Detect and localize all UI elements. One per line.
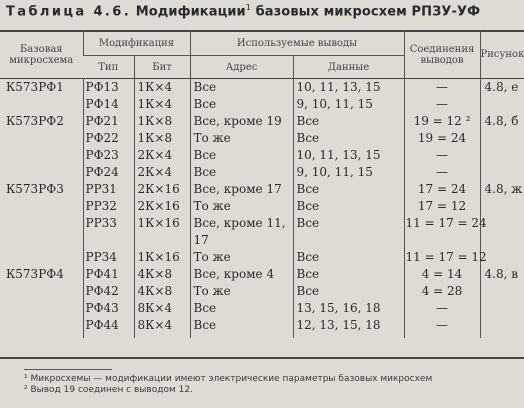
cell-data: 9, 10, 11, 15	[293, 96, 404, 113]
cell-data: Все	[293, 249, 404, 266]
cell-base	[0, 215, 83, 249]
header-figure: Рисунок	[480, 31, 524, 79]
cell-bit: 1К×4	[134, 96, 190, 113]
table-row	[0, 300, 524, 317]
caption-title-rest: базовых микросхем РПЗУ-УФ	[255, 4, 481, 20]
cell-bit: 1К×4	[134, 79, 190, 97]
cell-figure: 4.8, б	[480, 113, 524, 130]
cell-connections: 17 = 24	[404, 181, 480, 198]
cell-base	[0, 147, 83, 164]
cell-type: РР34	[83, 249, 134, 266]
header-bit: Бит	[134, 56, 190, 79]
cell-address: Все	[190, 147, 293, 164]
cell-connections: —	[404, 300, 480, 317]
cell-connections: —	[404, 147, 480, 164]
table-row	[0, 317, 524, 338]
cell-connections: 4 = 14	[404, 266, 480, 283]
cell-data: 9, 10, 11, 15	[293, 164, 404, 181]
cell-address: То же	[190, 198, 293, 215]
cell-address: Все, кроме 11, 17	[190, 215, 293, 249]
cell-type: РФ41	[83, 266, 134, 283]
cell-address: Все	[190, 300, 293, 317]
cell-bit: 1К×8	[134, 113, 190, 130]
cell-address: Все	[190, 96, 293, 113]
cell-data: 12, 13, 15, 18	[293, 317, 404, 338]
cell-figure	[480, 130, 524, 147]
table-row	[0, 96, 524, 113]
header-type: Тип	[83, 56, 134, 79]
cell-connections: 11 = 17 = 12	[405, 250, 487, 264]
header-base: Базовая микросхема	[0, 31, 83, 79]
footnote-2: ² Вывод 19 соединен с выводом 12.	[24, 385, 193, 395]
cell-bit: 8К×4	[134, 317, 190, 338]
cell-figure	[480, 283, 524, 300]
cell-figure	[480, 164, 524, 181]
footnotes	[24, 374, 432, 396]
cell-figure	[480, 300, 524, 317]
cell-data: 10, 11, 13, 15	[293, 147, 404, 164]
cell-figure: 4.8, е	[480, 79, 524, 97]
cell-data: Все	[293, 283, 404, 300]
cell-type: РФ23	[83, 147, 134, 164]
cell-address: Все	[190, 317, 293, 338]
cell-type: РФ21	[83, 113, 134, 130]
cell-data: 13, 15, 16, 18	[293, 300, 404, 317]
cell-type: РР31	[83, 181, 134, 198]
cell-data: Все	[293, 198, 404, 215]
cell-base	[0, 300, 83, 317]
cell-type: РФ44	[83, 317, 134, 338]
cell-base	[0, 249, 83, 266]
cell-connections: —	[404, 96, 480, 113]
cell-base: К573РФ2	[6, 114, 64, 128]
cell-data: Все	[293, 215, 404, 249]
cell-connections: —	[404, 164, 480, 181]
cell-bit: 2К×16	[134, 181, 190, 198]
cell-base: К573РФ4	[6, 267, 64, 281]
header-connections: Соединения выводов	[404, 31, 480, 79]
cell-base: К573РФ3	[6, 182, 64, 196]
cell-figure	[480, 198, 524, 215]
cell-base	[0, 96, 83, 113]
table-row	[0, 283, 524, 300]
cell-address: Все, кроме 17	[190, 181, 293, 198]
table-row	[0, 249, 524, 266]
cell-connections: 4 = 28	[404, 283, 480, 300]
cell-connections: 11 = 17 = 24	[404, 215, 480, 249]
footnote-separator	[24, 369, 112, 370]
cell-type: РР32	[83, 198, 134, 215]
table-row	[0, 266, 524, 283]
cell-bit: 2К×4	[134, 147, 190, 164]
cell-figure: 4.8, ж	[480, 181, 524, 198]
cell-type: РФ22	[83, 130, 134, 147]
cell-type: РФ43	[83, 300, 134, 317]
cell-bit: 1К×16	[134, 215, 190, 249]
cell-address: Все, кроме 19	[190, 113, 293, 130]
cell-bit: 2К×16	[134, 198, 190, 215]
header-modification: Модификация	[83, 31, 190, 56]
cell-bit: 4К×8	[134, 283, 190, 300]
bottom-rule	[0, 357, 524, 359]
cell-base	[0, 283, 83, 300]
cell-type: РФ42	[83, 283, 134, 300]
cell-figure: 4.8, в	[480, 266, 524, 283]
table-row	[0, 113, 524, 130]
footnote-1: ¹ Микросхемы — модификации имеют электрические параметры базовых микросхем	[24, 374, 433, 384]
cell-connections: 19 = 24	[404, 130, 480, 147]
modifications-table	[0, 31, 524, 338]
cell-type: РФ14	[83, 96, 134, 113]
caption-label: Таблица 4.6.	[6, 4, 132, 20]
cell-base: К573РФ1	[6, 80, 64, 94]
cell-data: Все	[293, 181, 404, 198]
table-row	[0, 215, 524, 249]
cell-type: РФ24	[83, 164, 134, 181]
cell-bit: 2К×4	[134, 164, 190, 181]
cell-bit: 1К×16	[134, 249, 190, 266]
cell-bit: 1К×8	[134, 130, 190, 147]
table-caption	[6, 3, 520, 19]
cell-address: То же	[190, 283, 293, 300]
header-address: Адрес	[190, 56, 293, 79]
cell-data: Все	[293, 113, 404, 130]
table-row	[0, 164, 524, 181]
caption-footnote-mark: 1	[245, 3, 251, 12]
cell-address: Все	[190, 164, 293, 181]
cell-data: Все	[293, 130, 404, 147]
cell-address: То же	[190, 249, 293, 266]
cell-connections: 17 = 12	[404, 198, 480, 215]
cell-base	[0, 130, 83, 147]
cell-base	[0, 198, 83, 215]
cell-connections: 19 = 12 ²	[404, 113, 480, 130]
cell-data: 10, 11, 13, 15	[293, 79, 404, 97]
cell-figure	[480, 147, 524, 164]
cell-type: РФ13	[83, 79, 134, 97]
cell-figure	[480, 96, 524, 113]
header-used-pins: Используемые выводы	[190, 31, 404, 56]
cell-address: То же	[190, 130, 293, 147]
table-row	[0, 181, 524, 198]
cell-address: Все	[190, 79, 293, 97]
header-data: Данные	[293, 56, 404, 79]
cell-base	[0, 317, 83, 338]
table-row	[0, 79, 524, 97]
cell-address: Все, кроме 4	[190, 266, 293, 283]
table-row	[0, 130, 524, 147]
table-row	[0, 198, 524, 215]
cell-base	[0, 164, 83, 181]
cell-bit: 8К×4	[134, 300, 190, 317]
cell-bit: 4К×8	[134, 266, 190, 283]
cell-figure	[480, 317, 524, 338]
cell-connections: —	[404, 317, 480, 338]
caption-title: Модификации	[135, 4, 246, 20]
cell-type: РР33	[83, 215, 134, 249]
table-row	[0, 147, 524, 164]
cell-connections: —	[404, 79, 480, 97]
table-body	[0, 79, 524, 339]
cell-data: Все	[293, 266, 404, 283]
